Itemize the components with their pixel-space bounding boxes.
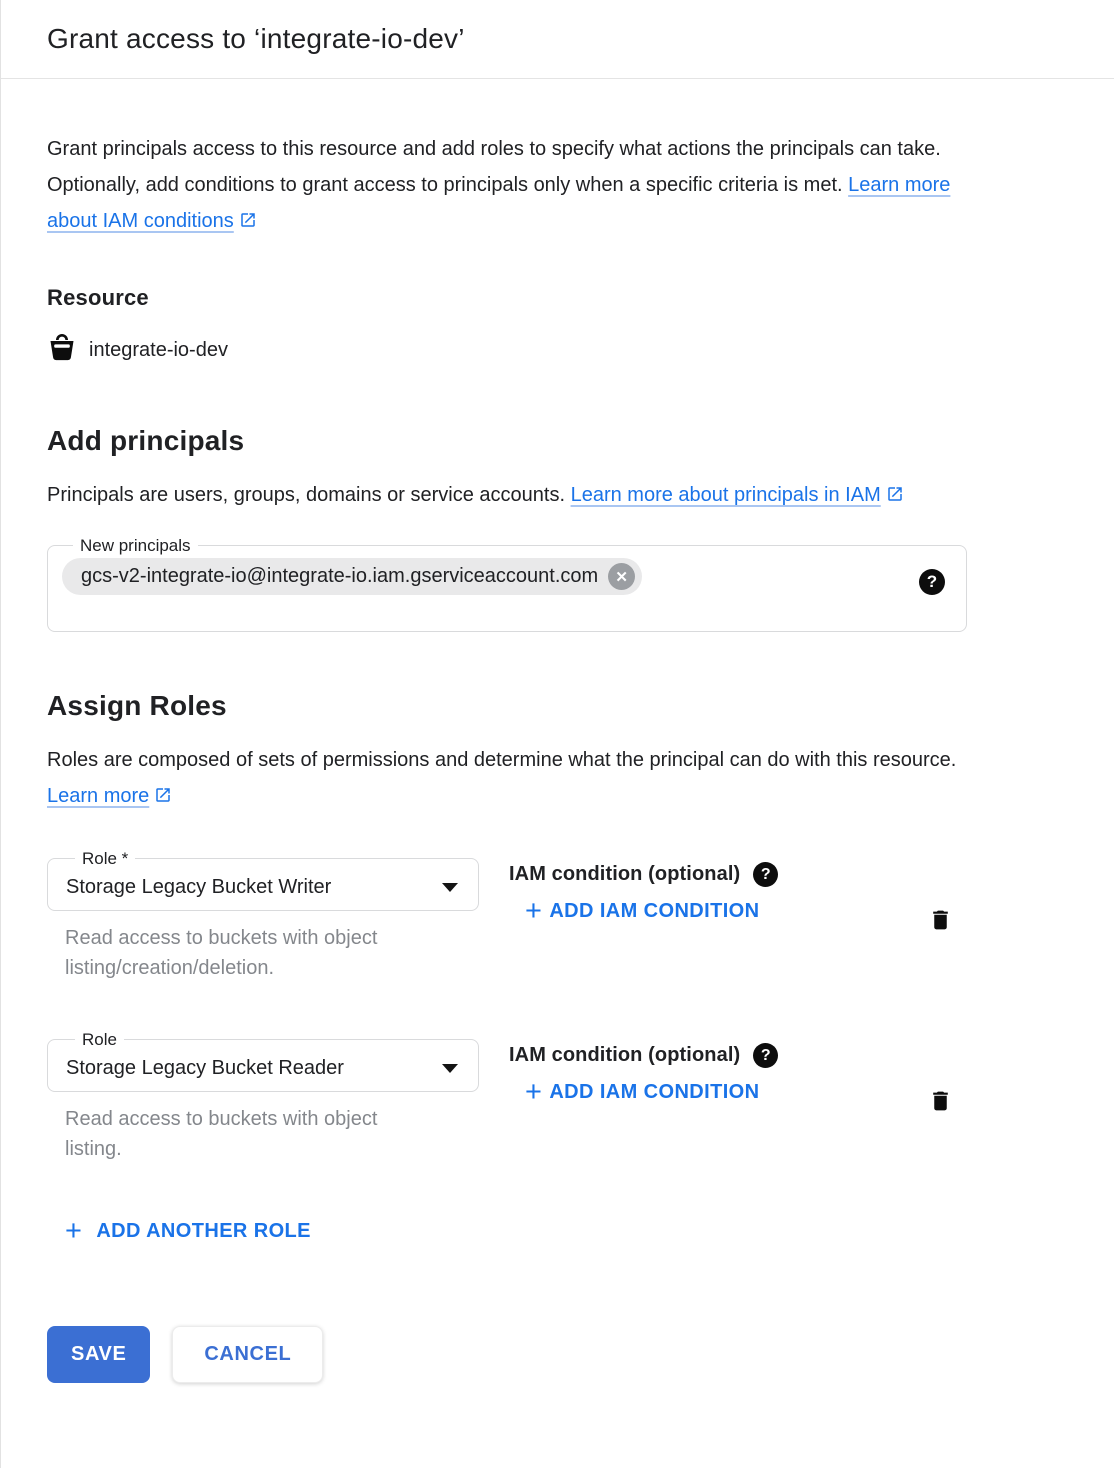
role-field-wrap [47, 850, 479, 983]
principal-chip-text: gcs-v2-integrate-io@integrate-io.iam.gserviceaccount.com [81, 565, 599, 587]
dialog-header [1, 0, 1114, 79]
add-principals-heading: Add principals [47, 425, 245, 456]
new-principals-label: New principals [80, 536, 191, 555]
resource-heading: Resource [47, 285, 149, 310]
external-link-icon [239, 205, 257, 241]
assign-roles-text: Roles are composed of sets of permissions and determine what the principal can do with this resource. [47, 749, 957, 771]
add-principals-text: Principals are users, groups, domains or service accounts. [47, 484, 571, 506]
add-principals-paragraph [47, 477, 957, 515]
cancel-button[interactable]: CANCEL [172, 1326, 323, 1383]
resource-row [47, 333, 967, 367]
role-row [47, 850, 967, 983]
iam-condition-column [509, 850, 881, 983]
role-row [47, 1031, 967, 1164]
plus-icon: + [525, 894, 543, 927]
assign-roles-paragraph [47, 742, 957, 816]
add-iam-condition-button[interactable]: + ADD IAM CONDITION [525, 1075, 760, 1108]
add-another-role-button[interactable]: + ADD ANOTHER ROLE [65, 1214, 311, 1247]
iam-condition-label: IAM condition (optional) [509, 1044, 741, 1066]
resource-name: integrate-io-dev [89, 338, 228, 361]
dialog-actions [47, 1326, 967, 1383]
iam-conditions-link[interactable]: Learn more about IAM conditions [47, 174, 951, 232]
role-helper-text: Read access to buckets with object listing/creation/deletion. [65, 927, 378, 979]
iam-help-icon[interactable]: ? [753, 862, 778, 887]
chevron-down-icon [442, 883, 458, 892]
assign-roles-heading: Assign Roles [47, 690, 227, 721]
chip-remove-icon[interactable]: ✕ [608, 563, 635, 590]
iam-help-icon[interactable]: ? [753, 1043, 778, 1068]
bucket-icon [47, 333, 77, 367]
delete-role-button[interactable] [924, 1041, 957, 1164]
delete-role-button[interactable] [924, 860, 957, 983]
plus-icon: + [525, 1075, 543, 1108]
new-principals-field[interactable] [47, 537, 967, 632]
role-selected-value: Storage Legacy Bucket Writer [66, 875, 332, 898]
intro-paragraph [47, 131, 957, 241]
role-selected-value: Storage Legacy Bucket Reader [66, 1056, 344, 1079]
principals-help-icon[interactable]: ? [919, 569, 945, 595]
role-label: Role [82, 1030, 117, 1049]
plus-icon: + [65, 1214, 83, 1247]
save-button[interactable]: SAVE [47, 1326, 150, 1383]
add-iam-condition-button[interactable]: + ADD IAM CONDITION [525, 894, 760, 927]
role-field-wrap [47, 1031, 479, 1164]
iam-condition-column [509, 1031, 881, 1164]
principals-link[interactable]: Learn more about principals in IAM [570, 484, 881, 506]
chevron-down-icon [442, 1064, 458, 1073]
external-link-icon [154, 780, 172, 816]
page-title: Grant access to ‘integrate-io-dev’ [47, 23, 465, 54]
intro-text: Grant principals access to this resource and add roles to specify what actions the principals can take. Optionally, add conditions to grant access to principals only when a specific criteria is met. [47, 138, 941, 196]
role-helper-text: Read access to buckets with object listing. [65, 1108, 378, 1160]
role-select[interactable] [47, 1031, 479, 1092]
iam-condition-label: IAM condition (optional) [509, 863, 741, 885]
principal-chip[interactable] [62, 558, 642, 595]
role-select[interactable] [47, 850, 479, 911]
dialog-content [47, 131, 967, 1383]
external-link-icon [886, 479, 904, 515]
roles-learn-more-link[interactable]: Learn more [47, 785, 150, 807]
role-label: Role * [82, 849, 129, 868]
